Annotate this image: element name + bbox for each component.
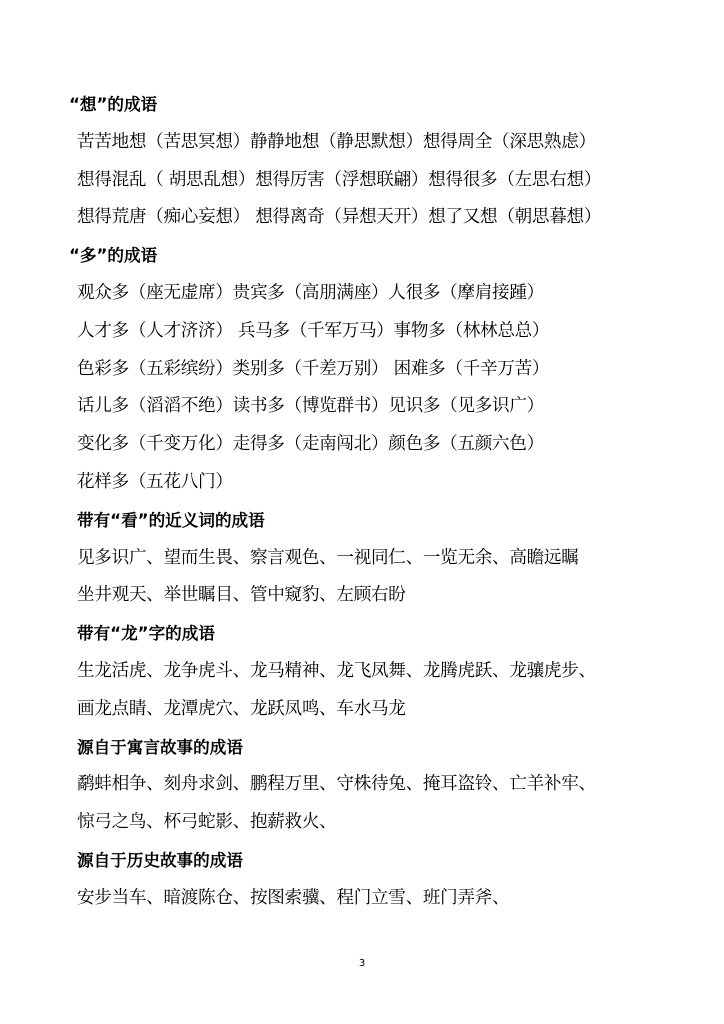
section-kan <box>77 502 707 615</box>
section-heading: 源自于寓言故事的成语 <box>77 737 243 757</box>
idiom-line: 人才多（人才济济） 兵马多（千军万马）事物多（林林总总） <box>77 320 550 341</box>
section-heading: 源自于历史故事的成语 <box>77 850 243 870</box>
document-body <box>69 86 707 918</box>
section-long <box>77 615 707 728</box>
idiom-line: 鹬蚌相争、刻舟求剑、鹏程万里、守株待兔、掩耳盗铃、亡羊补牢、 <box>77 774 596 795</box>
section-duo <box>69 237 707 502</box>
idiom-line: 苦苦地想（苦思冥想）静静地想（静思默想）想得周全（深思熟虑） <box>77 131 596 152</box>
section-fable <box>77 729 707 842</box>
idiom-line: 变化多（千变万化）走得多（走南闯北）颜色多（五颜六色） <box>77 434 544 455</box>
idiom-line: 花样多（五花八门） <box>77 471 233 492</box>
idiom-line: 坐井观天、举世瞩目、管中窥豹、左顾右盼 <box>77 585 406 606</box>
section-history <box>77 842 707 918</box>
idiom-line: 安步当车、暗渡陈仓、按图索骥、程门立雪、班门弄斧、 <box>77 887 510 908</box>
section-heading: “多”的成语 <box>69 246 158 266</box>
section-xiang <box>69 86 707 237</box>
idiom-line: 惊弓之鸟、杯弓蛇影、抱薪救火、 <box>77 812 337 833</box>
idiom-line: 观众多（座无虚席）贵宾多（高朋满座）人很多（摩肩接踵） <box>77 282 544 303</box>
idiom-line: 画龙点睛、龙潭虎穴、龙跃凤鸣、车水马龙 <box>77 698 406 719</box>
idiom-line: 色彩多（五彩缤纷）类别多（千差万别） 困难多（千辛万苦） <box>77 358 550 379</box>
idiom-line: 生龙活虎、龙争虎斗、龙马精神、龙飞凤舞、龙腾虎跃、龙骧虎步、 <box>77 660 596 681</box>
idiom-line: 想得混乱（ 胡思乱想）想得厉害（浮想联翩）想得很多（左思右想） <box>77 169 602 190</box>
idiom-line: 话儿多（滔滔不绝）读书多（博览群书）见识多（见多识广） <box>77 396 544 417</box>
section-heading: 带有“看”的近义词的成语 <box>77 510 265 530</box>
page-number: 3 <box>358 958 366 969</box>
idiom-line: 想得荒唐（痴心妄想） 想得离奇（异想天开）想了又想（朝思暮想） <box>77 207 602 228</box>
section-heading: “想”的成语 <box>69 95 158 114</box>
section-heading: 带有“龙”字的成语 <box>77 624 215 644</box>
idiom-line: 见多识广、望而生畏、察言观色、一视同仁、一览无余、高瞻远瞩 <box>77 547 579 568</box>
